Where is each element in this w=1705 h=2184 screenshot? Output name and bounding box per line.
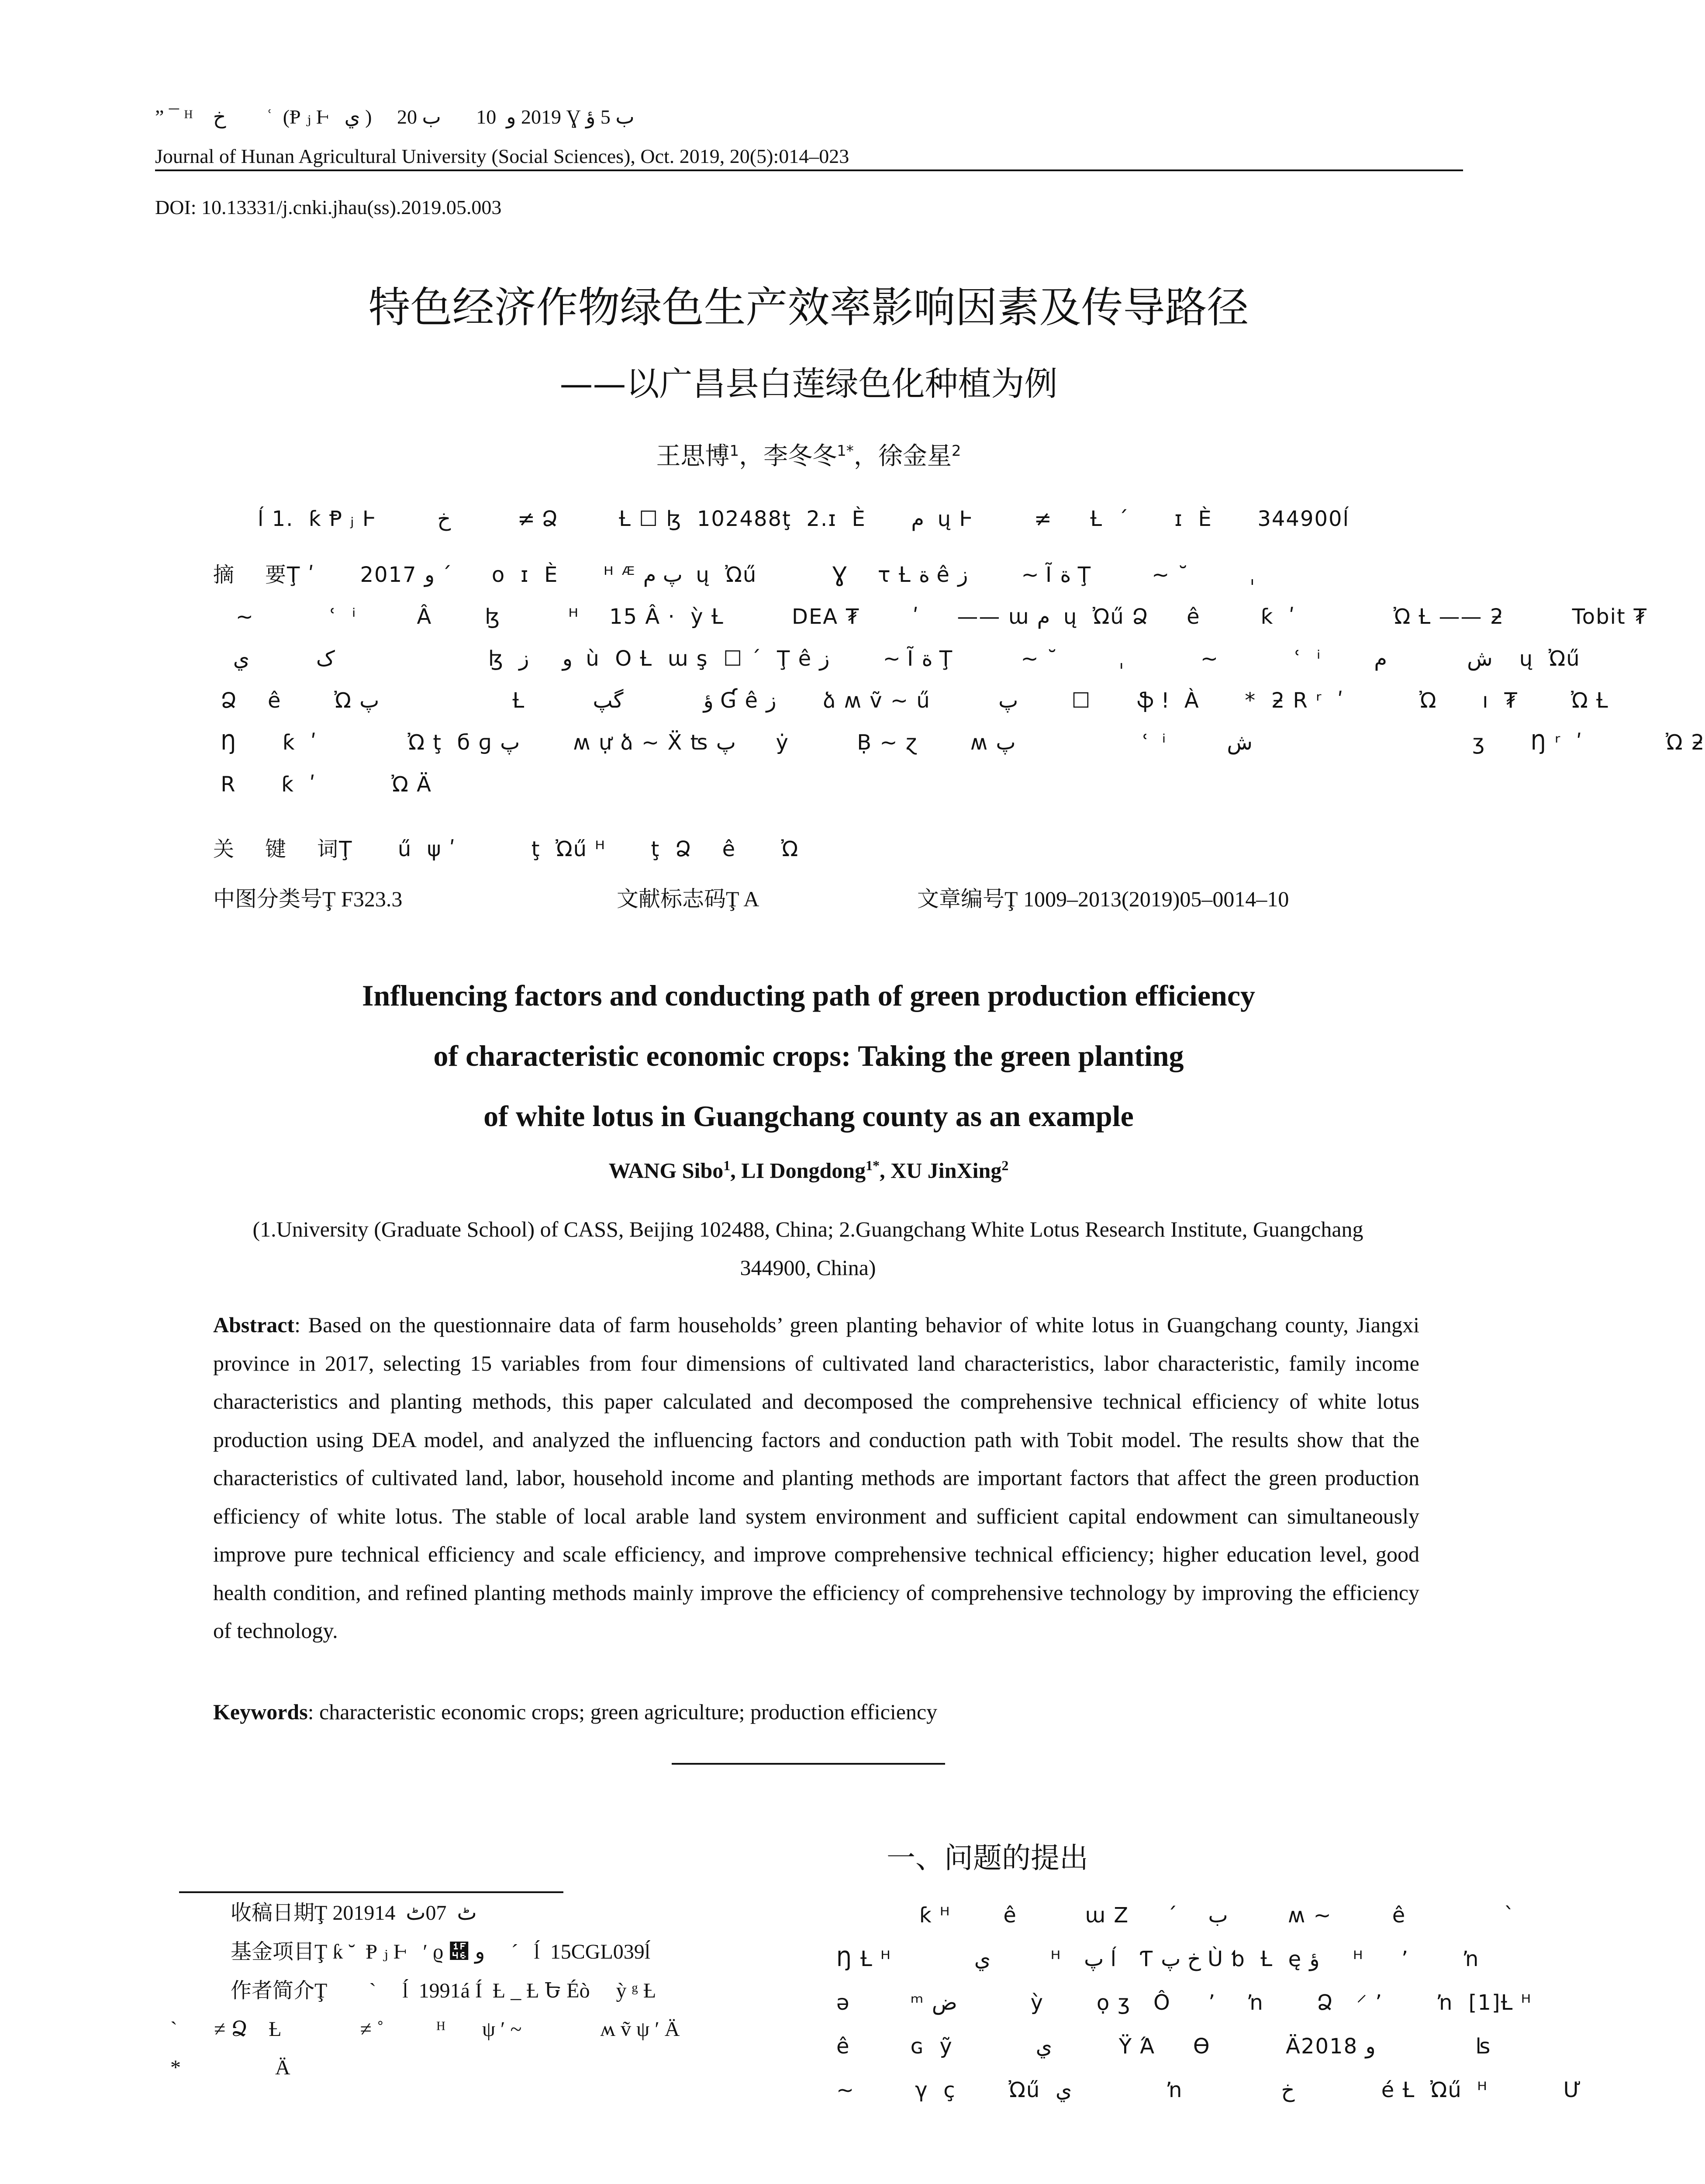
clc-number — [213, 881, 402, 913]
footnote-rule — [179, 1891, 563, 1893]
author-cn-1: 王思博 — [656, 442, 730, 470]
author-sep: ， — [853, 442, 878, 470]
article-number-value: Ţ 1009–2013(2019)05–0014–10 — [1004, 887, 1289, 911]
keywords-en-text: : characteristic economic crops; green agriculture; production efficiency — [307, 1700, 938, 1724]
section-1-line: ~ γ ç Ὠű ي ŉ خ é Ƚ Ὠű ᴴ Ư — [836, 2078, 1582, 2102]
subtitle-cn: ——以广昌县白莲绿色化种植为例 — [559, 364, 1058, 403]
author-en-3: , XU JinXing — [880, 1158, 1002, 1183]
affiliation-cn: ĺ 1. ƙ Ᵽ ⱼ Ⱶ خ ≠ Ձ Ƚ ☐ ɮ 102488ţ 2.ɪ È م ų Ⱶ ≠ Ƚ ´ ɪ È 344900ĺ — [258, 507, 1350, 531]
section-1-line: ƙ ᴴ ê ɯ Z ´ ب ʍ ~ ê ˋ — [836, 1903, 1515, 1928]
clc-label: 中图分类号 — [213, 886, 322, 912]
author-bio — [170, 1971, 808, 2010]
author-sep: ， — [739, 442, 764, 470]
received-value: Ţ 2019ٹ 07ٹ 14 — [314, 1901, 477, 1925]
abstract-cn-line: ~ ʿ ⁱ Â ɮ ᴴ 15 Â · ỳ Ƚ DEA ₮ ʹ —— ɯ م ų Ὠű Ձ ê ƙ ʹ Ὠ Ƚ —— ƻ Tobit ₮ — [213, 605, 1648, 629]
abstract-en — [213, 1306, 1419, 1650]
abstract-cn-line: 摘 要Ţ ʹ 2017 و ´ ο ɪ È ᴴ ᴭ پ م ų Ὠű Ɣ τ Ƚ ة ê ز ~ Ĩ ة Ţ ~ ˘ ˌ — [213, 563, 1256, 587]
abstract-cn-line: Ŋ ƙ ʹ Ὠ ţ б ɡ پ ʍ ự ձ ~ Ẍ ʦ پ ẏ Ḅ ~ ɀ ʍ پ ʿ ⁱ ش ʒ Ŋ ʳ ʹ Ὠ ƻ — [213, 730, 1705, 755]
title-en-line-2: of characteristic economic crops: Taking the green planting — [433, 1039, 1184, 1072]
doc-code-value: Ţ A — [726, 887, 759, 911]
author-en-1: WANG Sibo — [608, 1158, 724, 1183]
fund-label: 基金项目 — [231, 1939, 315, 1964]
section-1-line: ê ɢ ỹ ي Ÿ Ά Ө Ä2018 و ʪ — [836, 2034, 1491, 2059]
journal-header-line-1: ” ¯ ᴴ خ ʿ (Ᵽ ⱼ Ⱶ ي ) 2019 و 10 ب 20 Ɣ ب 5 ؤ — [155, 106, 635, 128]
abstract-en-text: : Based on the questionnaire data of farm households’ green planting behavior of white lotus in Guangchang county, Jiangxi province in 2017, selecting 15 variables from four dimensions of cultivated land characteristics, labor characteristic, family income characteristics and planting methods, this paper calculated and decomposed the comprehensive technical efficiency of white lotus production using DEA model, and analyzed the influencing factors and conduction path with Tobit model. The results show that the characteristics of cultivated land, labor, household income and planting methods are important factors that affect the green production efficiency of white lotus. The stable of local arable land system environment and sufficient capital endowment can simultaneously improve pure technical efficiency and scale efficiency, and improve comprehensive technical efficiency; higher education level, good health condition, and refined planting methods mainly improve the efficiency of comprehensive technology by improving the efficiency of technology. — [213, 1313, 1419, 1643]
article-number-label: 文章编号 — [917, 886, 1004, 912]
doc-code-label: 文献标志码 — [617, 886, 726, 912]
author-en-1-sup: 1 — [723, 1158, 731, 1173]
fund-project — [170, 1932, 808, 1971]
author-en-2-sup: 1* — [866, 1158, 880, 1173]
doi: DOI: 10.13331/j.cnki.jhau(ss).2019.05.003 — [155, 196, 502, 218]
fund-value: Ţ ƙ ˘ Ᵽ ⱼ Ⱶ ʹ ϱ ὆ و ´ ĺ 15CGL039ĺ — [314, 1940, 651, 1963]
keywords-en — [213, 1699, 937, 1724]
author-bio-label: 作者简介 — [231, 1978, 315, 2003]
author-en-3-sup: 2 — [1001, 1158, 1009, 1173]
author-bio-line: * Ä — [170, 2056, 290, 2079]
author-cn-3-sup: 2 — [951, 442, 961, 460]
document-code — [617, 881, 759, 913]
author-en-2: , LI Dongdong — [730, 1158, 866, 1183]
author-cn-2: 李冬冬 — [763, 442, 837, 470]
received-label: 收稿日期 — [231, 1901, 315, 1925]
section-1-line: Ŋ Ƚ ᴴ ي ᴴ پ ĺ Ƭ خ پ Ù ƅ Ƚ ę ؤ ᴴ ʼ ŉ — [836, 1947, 1480, 1971]
article-number — [917, 881, 1289, 913]
clc-value: Ţ F323.3 — [322, 887, 403, 911]
header-rule — [155, 169, 1463, 171]
authors-en — [0, 1158, 1617, 1183]
abstract-en-label: Abstract — [213, 1313, 295, 1337]
journal-header-line-2: Journal of Hunan Agricultural University (Social Sciences), Oct. 2019, 20(5):014–023 — [155, 145, 849, 167]
author-bio-value: Ţ ˋ ĺ 1991á Í Ƚ _ Ƚ Ե Éò ỳ ᵍ Ƚ — [314, 1979, 656, 2002]
affiliation-en: (1.University (Graduate School) of CASS, Beijing 102488, China; 2.Guangchang White Lotus Research Institute, Guangchang 344900, China) — [252, 1217, 1363, 1280]
title-cn: 特色经济作物绿色生产效率影响因素及传导路径 — [368, 283, 1249, 332]
keywords-cn: 关 键 词Ţ ű ψ ʹ ţ Ὠű ᴴ ţ Ձ ê Ὠ — [213, 837, 799, 861]
section-1-body — [836, 1894, 1582, 2112]
received-date — [170, 1894, 808, 1932]
title-en-line-1: Influencing factors and conducting path of green production efficiency — [362, 979, 1256, 1012]
authors-cn — [0, 437, 1617, 472]
abstract-end-rule — [672, 1763, 945, 1765]
abstract-cn-line: ک ي ɮ و ز ù O Ƚ ɯ ş ☐ ´ Ţ ê ز ~ Ĩ ة Ţ ~ ˘ ˌ ~ ʿ ⁱ ش م ų Ὠű — [213, 646, 1581, 671]
abstract-cn-line: R ƙ ʹ Ὠ Ä — [213, 772, 432, 797]
author-cn-1-sup: 1 — [729, 442, 739, 460]
footnotes — [170, 1894, 808, 2087]
title-en-line-3: of white lotus in Guangchang county as an example — [483, 1099, 1134, 1133]
abstract-cn-line: Ձ ê Ὠ پ Ƚ ؤ گپ Ɠ ê ز ձ ʍ ṽ ~ ű پ ☐ ֆ ǃ À * ƻ R ʳ ʹ Ὠ ı ₮ Ὠ Ƚ — [213, 688, 1609, 713]
keywords-en-label: Keywords — [213, 1700, 308, 1724]
author-cn-3: 徐金星 — [878, 442, 952, 470]
section-1-heading: 一、问题的提出 — [887, 1841, 1088, 1875]
abstract-cn — [213, 554, 1705, 805]
author-bio-line: ˋ ≠ Ձ Ƚ ≠ ˚ ᴴ ψ ʹ ~ ʍ ṽ ψ ʹ Ä — [170, 2018, 680, 2041]
author-cn-2-sup: 1* — [837, 442, 854, 460]
section-1-line: ə ᵐ ض ỳ ọ ʒ Ô ʼ ŉ Ձ ⸍ ʼ ŉ [1]Ƚ ᴴ — [836, 1990, 1532, 2015]
